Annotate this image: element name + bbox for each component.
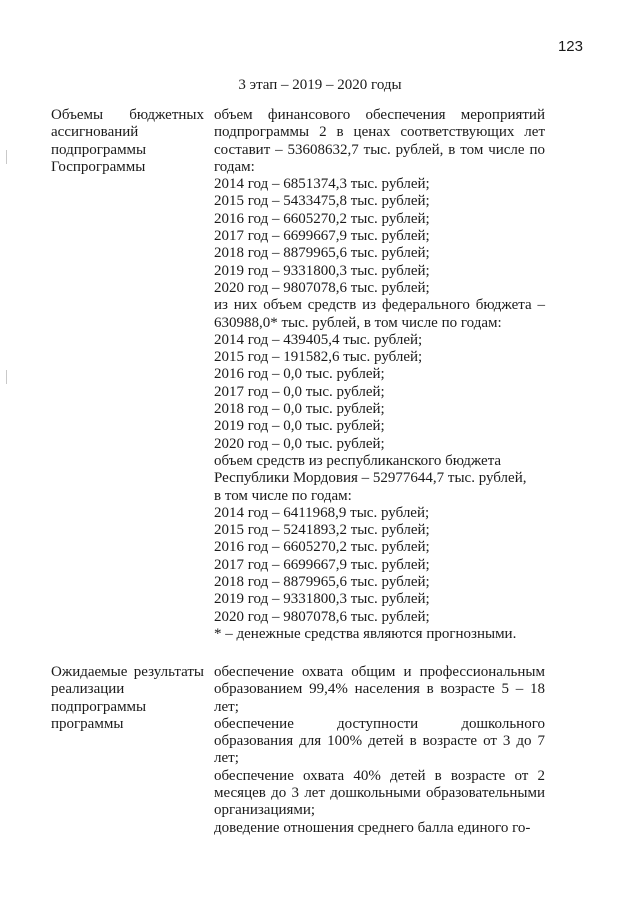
margin-mark <box>6 370 7 384</box>
funding-intro: объем финансового обеспечения мероприятий подпрограммы 2 в ценах соответствующих лет составит – 53608632,7 тыс. рублей, в том числе по годам: <box>214 107 545 175</box>
margin-mark <box>6 150 7 164</box>
republic-year-line: 2015 год – 5241893,2 тыс. рублей; <box>214 522 430 539</box>
expected-results-content <box>214 664 545 837</box>
federal-year-line: 2017 год – 0,0 тыс. рублей; <box>214 383 385 400</box>
total-year-line: 2015 год – 5433475,8 тыс. рублей; <box>214 193 430 210</box>
federal-year-line: 2014 год – 439405,4 тыс. рублей; <box>214 331 423 348</box>
republic-year-line: 2016 год – 6605270,2 тыс. рублей; <box>214 539 430 556</box>
total-year-line: 2014 год – 6851374,3 тыс. рублей; <box>214 176 430 193</box>
federal-year-line: 2018 год – 0,0 тыс. рублей; <box>214 401 385 418</box>
republic-intro-line: Республики Мордовия – 52977644,7 тыс. рублей, <box>214 470 527 487</box>
page-number: 123 <box>557 38 583 55</box>
total-year-line: 2020 год – 9807078,6 тыс. рублей; <box>214 279 430 296</box>
republic-year-line: 2017 год – 6699667,9 тыс. рублей; <box>214 556 430 573</box>
federal-year-line: 2016 год – 0,0 тыс. рублей; <box>214 366 385 383</box>
budget-allocations-content <box>214 107 545 643</box>
total-year-line: 2017 год – 6699667,9 тыс. рублей; <box>214 228 430 245</box>
republic-year-line: 2020 год – 9807078,6 тыс. рублей; <box>214 608 430 625</box>
republic-year-line: 2019 год – 9331800,3 тыс. рублей; <box>214 591 430 608</box>
republic-year-line: 2014 год – 6411968,9 тыс. рублей; <box>214 504 430 521</box>
expected-results-label: Ожидаемые результаты реализации подпрограммы программы <box>51 664 204 732</box>
federal-year-line: 2015 год – 191582,6 тыс. рублей; <box>214 349 423 366</box>
result-item: обеспечение охвата общим и профессиональным образованием 99,4% населения в возрасте 5 – 18 лет; <box>214 664 545 715</box>
federal-year-line: 2019 год – 0,0 тыс. рублей; <box>214 418 385 435</box>
total-year-line: 2019 год – 9331800,3 тыс. рублей; <box>214 262 430 279</box>
republic-intro-line: объем средств из республиканского бюджета <box>214 452 502 469</box>
republic-intro-line: в том числе по годам: <box>214 487 352 504</box>
total-year-line: 2018 год – 8879965,6 тыс. рублей; <box>214 245 430 262</box>
stage-title: 3 этап – 2019 – 2020 годы <box>238 77 402 93</box>
republic-year-line: 2018 год – 8879965,6 тыс. рублей; <box>214 574 430 591</box>
result-item: доведение отношения среднего балла единого го- <box>214 819 531 836</box>
result-item: обеспечение охвата 40% детей в возрасте от 2 месяцев до 3 лет дошкольными образовательными организациями; <box>214 767 545 819</box>
federal-intro: из них объем средств из федерального бюджета – 630988,0* тыс. рублей, в том числе по годам: <box>214 297 545 331</box>
budget-allocations-label: Объемы бюджетных ассигнований подпрограммы Госпрограммы <box>51 107 204 175</box>
result-item: обеспечение доступности дошкольного образования для 100% детей в возрасте от 3 до 7 лет; <box>214 715 545 767</box>
total-year-line: 2016 год – 6605270,2 тыс. рублей; <box>214 210 430 227</box>
footnote: * – денежные средства являются прогнозными. <box>214 625 517 642</box>
federal-year-line: 2020 год – 0,0 тыс. рублей; <box>214 435 385 452</box>
